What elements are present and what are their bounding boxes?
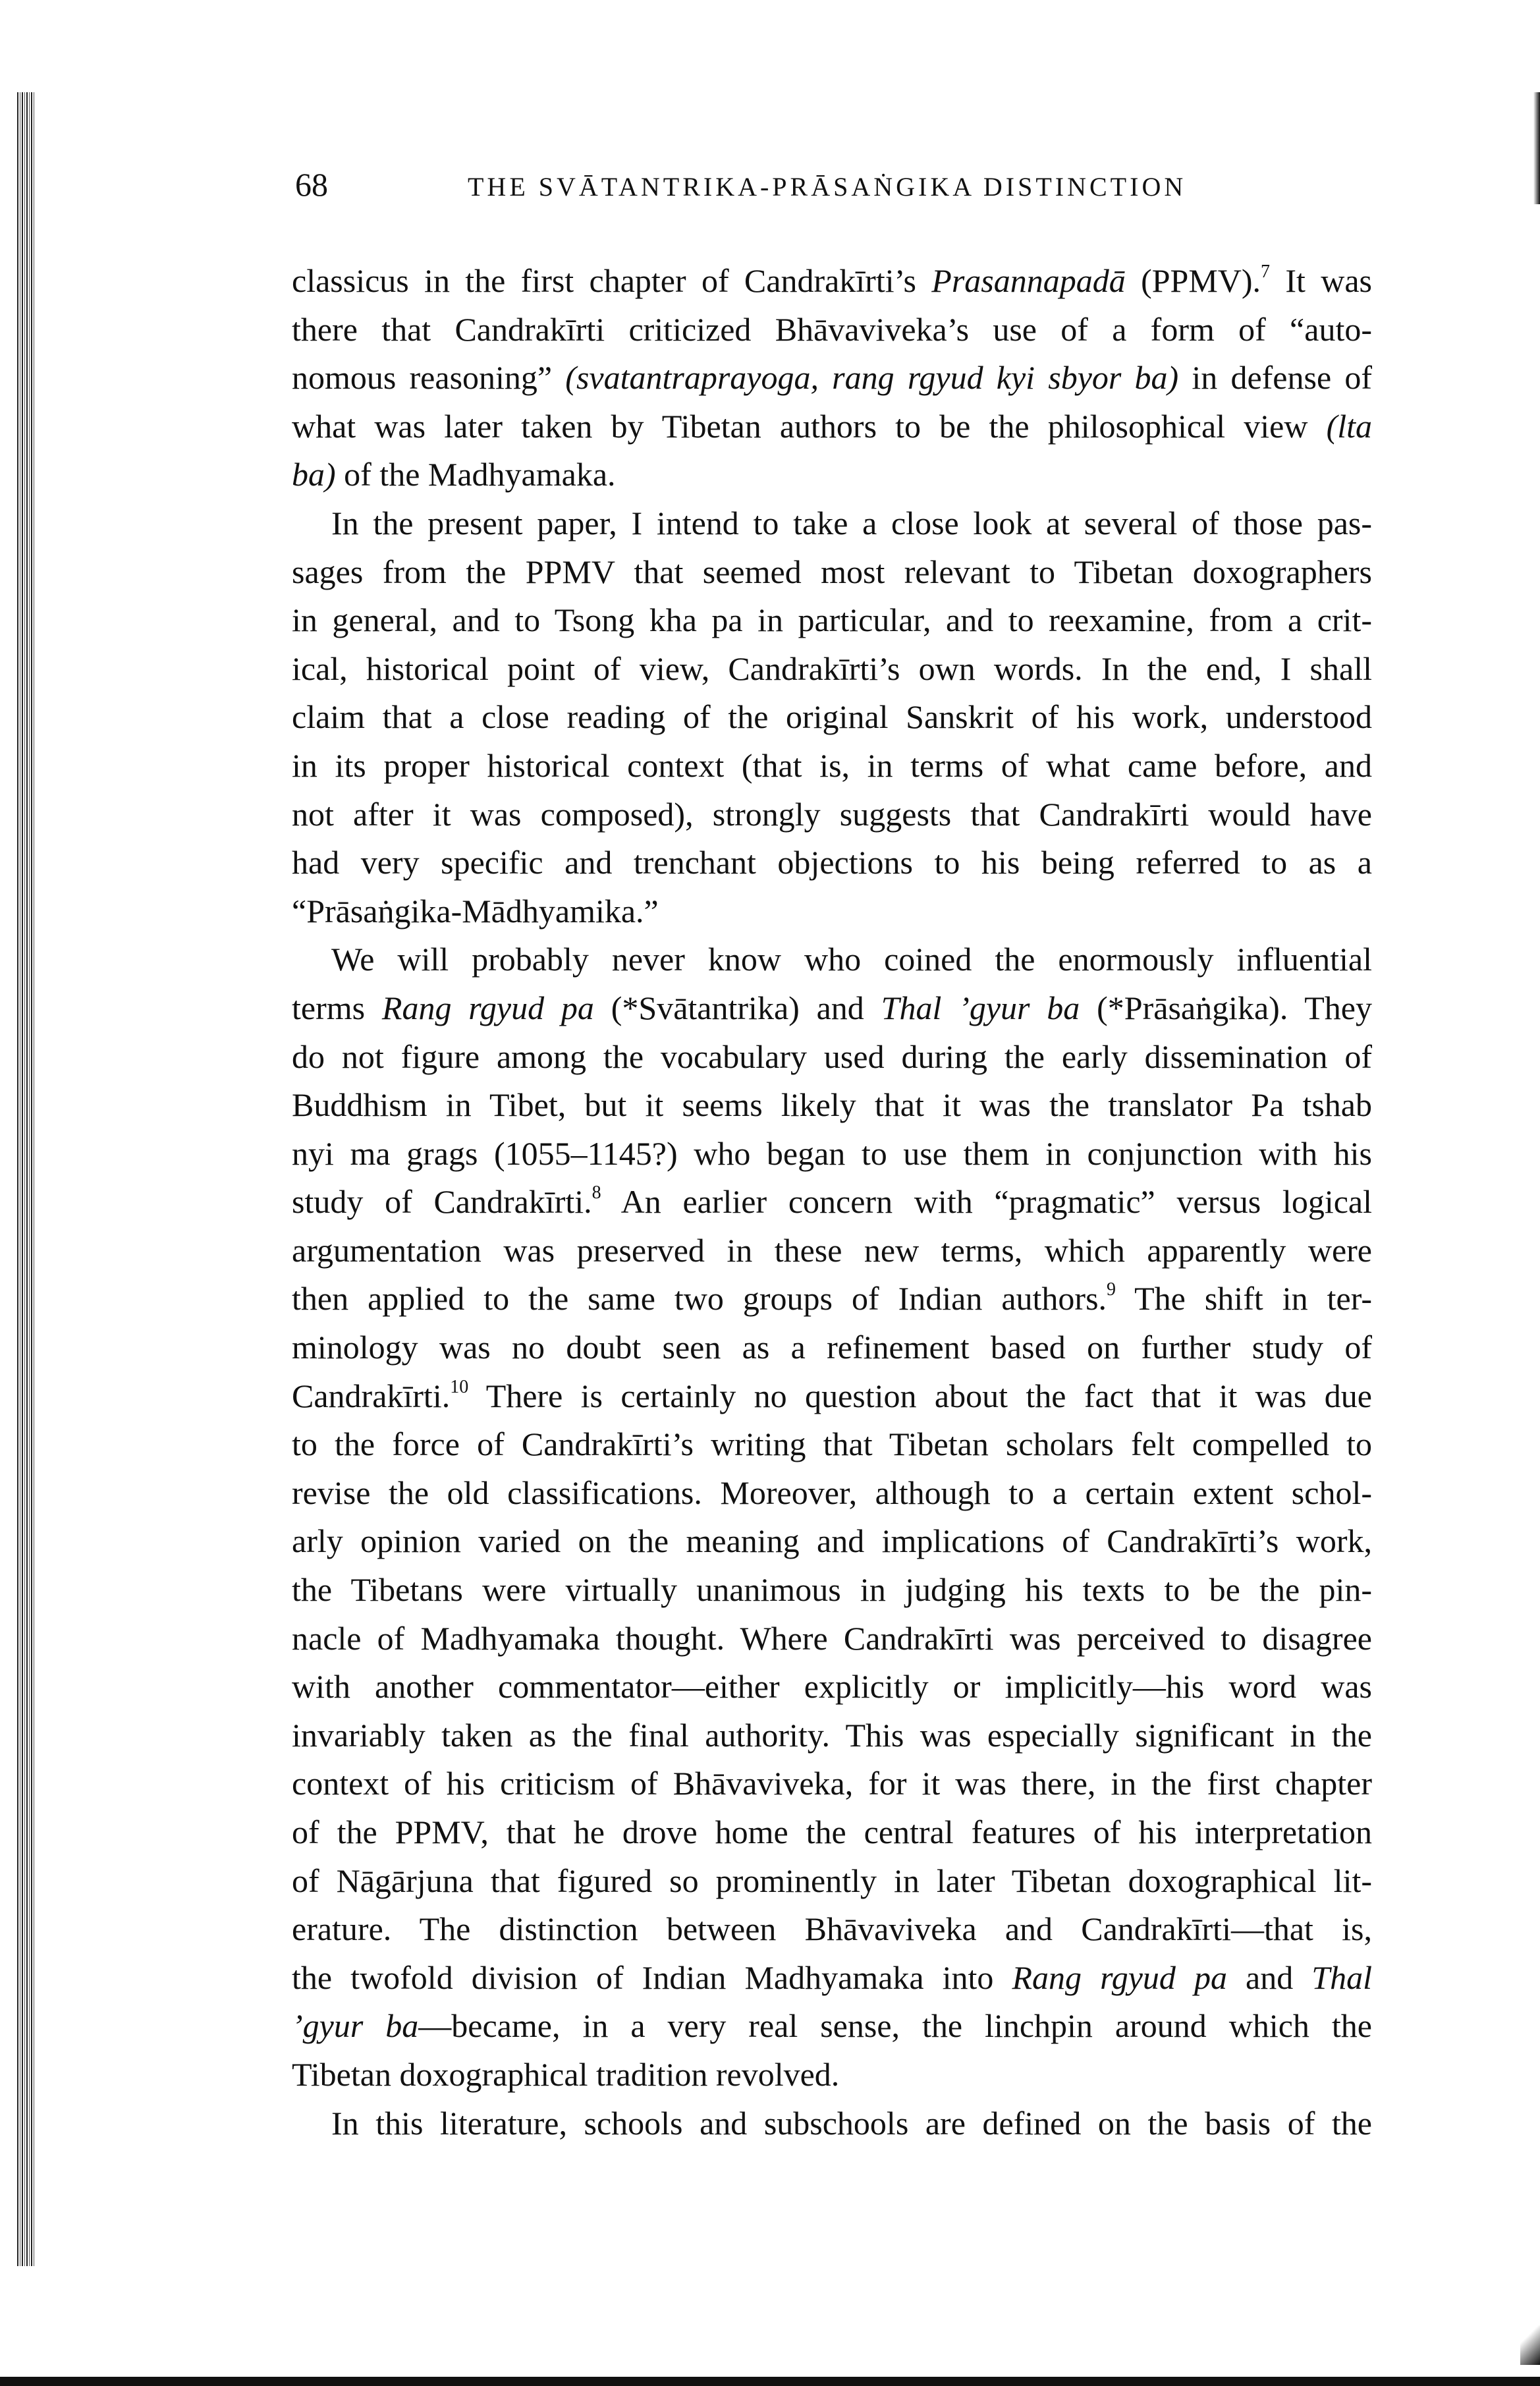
text-line: [292, 548, 1372, 597]
text-run: claim that a close reading of the original Sanskrit of his work, understood: [292, 698, 1372, 736]
text-line: [292, 257, 1372, 306]
text-line: [292, 839, 1372, 887]
text-line: [292, 887, 1372, 936]
text-run: there that Candrakīrti criticized Bhāvaviveka’s use of a form of “auto-: [292, 310, 1372, 348]
text-run: terms: [292, 989, 382, 1026]
text-run: We will probably never know who coined the enormously influential: [331, 941, 1372, 978]
text-run: (*Prāsaṅgika). They: [1080, 989, 1372, 1026]
text-run: nyi ma grags (1055–1145?) who began to use them in conjunction with his: [292, 1134, 1372, 1172]
text-line: [292, 1954, 1372, 2003]
text-run: Candrakīrti.: [292, 1377, 451, 1414]
page-edge-shadow-bottom: [1520, 2325, 1540, 2365]
text-run: what was later taken by Tibetan authors to be the philosophical view: [292, 407, 1327, 445]
paragraph: [292, 499, 1372, 935]
text-line: [292, 935, 1372, 984]
text-run: Tibetan doxographical tradition revolved.: [292, 2055, 840, 2093]
text-line: [292, 2002, 1372, 2051]
text-run: not after it was composed), strongly suggests that Candrakīrti would have: [292, 795, 1372, 833]
italic-term: Rang rgyud pa: [381, 989, 594, 1026]
text-run: (*Svātantrika) and: [593, 989, 881, 1026]
text-line: [292, 742, 1372, 791]
text-run: The shift in ter-: [1116, 1280, 1372, 1318]
text-line: [292, 1323, 1372, 1372]
text-run: in general, and to Tsong kha pa in particular, and to reexamine, from a crit-: [292, 601, 1372, 639]
italic-term: Prasannapadā: [931, 262, 1126, 299]
text-run: argumentation was preserved in these new terms, which apparently were: [292, 1231, 1372, 1269]
text-line: [292, 1275, 1372, 1323]
italic-term: (svatantraprayoga, rang rgyud kyi sbyor ba): [565, 359, 1179, 397]
text-run: and: [1226, 1958, 1312, 1996]
page-number: 68: [295, 166, 328, 203]
text-run: the Tibetans were virtually unanimous in judging his texts to be the pin-: [292, 1571, 1372, 1609]
text-line: [292, 1178, 1372, 1227]
text-line: [292, 2099, 1372, 2148]
text-line: [292, 1711, 1372, 1760]
paragraph: [292, 2099, 1372, 2148]
text-run: the twofold division of Indian Madhyamaka into: [292, 1958, 1012, 1996]
footnote-ref: 10: [450, 1376, 469, 1397]
text-line: [292, 306, 1372, 354]
text-line: [292, 1663, 1372, 1711]
text-line: [292, 1033, 1372, 1082]
text-line: [292, 1905, 1372, 1954]
text-run: ical, historical point of view, Candrakīrti’s own words. In the end, I shall: [292, 650, 1372, 687]
text-line: [292, 1081, 1372, 1130]
text-run: do not figure among the vocabulary used during the early dissemination of: [292, 1038, 1372, 1075]
text-run: context of his criticism of Bhāvaviveka, for it was there, in the first chapter: [292, 1765, 1372, 1802]
text-line: [292, 2051, 1372, 2099]
text-line: [292, 1566, 1372, 1615]
text-run: of the PPMV, that he drove home the central features of his interpretation: [292, 1814, 1372, 1850]
text-run: in its proper historical context (that is, in terms of what came before, and: [292, 746, 1372, 784]
text-line: [292, 499, 1372, 548]
italic-term: (lta: [1326, 407, 1372, 445]
text-run: sages from the PPMV that seemed most relevant to Tibetan doxographers: [292, 553, 1372, 590]
text-run: In the present paper, I intend to take a close look at several of those pas-: [331, 504, 1372, 541]
text-run: invariably taken as the final authority. This was especially significant in the: [292, 1716, 1372, 1754]
text-line: [292, 645, 1372, 694]
text-run: There is certainly no question about the fact that it was due: [468, 1377, 1372, 1414]
text-run: It was: [1270, 262, 1372, 299]
text-run: (PPMV).: [1125, 262, 1261, 299]
footnote-ref: 7: [1261, 262, 1271, 282]
text-line: [292, 451, 1372, 499]
italic-term: Thal ’gyur ba: [881, 989, 1080, 1026]
binding-shadow: [17, 92, 34, 2266]
italic-term: ba): [292, 456, 336, 493]
text-run: An earlier concern with “pragmatic” versus logical: [601, 1183, 1372, 1221]
text-run: “Prāsaṅgika-Mādhyamika.”: [292, 892, 659, 929]
text-line: [292, 1130, 1372, 1179]
text-line: [292, 1857, 1372, 1906]
text-line: [292, 791, 1372, 839]
text-line: [292, 354, 1372, 402]
text-line: [292, 693, 1372, 742]
text-line: [292, 1227, 1372, 1275]
text-run: Buddhism in Tibet, but it seems likely that it was the translator Pa tshab: [292, 1086, 1372, 1124]
text-line: [292, 1517, 1372, 1566]
footnote-ref: 8: [591, 1182, 601, 1204]
text-line: [292, 402, 1372, 451]
text-run: in defense of: [1178, 359, 1372, 397]
text-line: [292, 1808, 1372, 1857]
paragraph: [292, 935, 1372, 2099]
running-title: THE SVĀTANTRIKA-PRĀSAṄGIKA DISTINCTION: [468, 172, 1187, 202]
text-run: had very specific and trenchant objections to his being referred to as a: [292, 844, 1372, 881]
text-run: of the Madhyamaka.: [335, 456, 616, 493]
text-run: nacle of Madhyamaka thought. Where Candrakīrti was perceived to disagree: [292, 1619, 1372, 1657]
italic-term: Rang rgyud pa: [1012, 1958, 1227, 1996]
text-run: to the force of Candrakīrti’s writing that Tibetan scholars felt compelled to: [292, 1426, 1372, 1463]
footnote-ref: 9: [1107, 1279, 1116, 1300]
text-line: [292, 1372, 1372, 1421]
text-line: [292, 1615, 1372, 1663]
text-line: [292, 984, 1372, 1033]
text-run: revise the old classifications. Moreover, although to a certain extent schol-: [292, 1474, 1372, 1511]
italic-term: ’gyur ba: [292, 2007, 419, 2045]
text-run: with another commentator—either explicitly or implicitly—his word was: [292, 1668, 1372, 1706]
paragraph: [292, 257, 1372, 499]
italic-term: Thal: [1311, 1958, 1372, 1996]
text-run: then applied to the same two groups of Indian authors.: [292, 1280, 1107, 1318]
text-run: —became, in a very real sense, the linchpin around which the: [418, 2007, 1372, 2045]
text-line: [292, 596, 1372, 645]
scan-border-bottom: [0, 2377, 1540, 2386]
text-line: [292, 1420, 1372, 1469]
text-run: study of Candrakīrti.: [292, 1183, 592, 1221]
text-run: classicus in the first chapter of Candrakīrti’s: [292, 262, 932, 299]
text-run: nomous reasoning”: [292, 359, 566, 397]
running-header: [0, 165, 1540, 204]
text-run: of Nāgārjuna that figured so prominently in later Tibetan doxographical lit-: [292, 1862, 1372, 1899]
text-run: In this literature, schools and subschools are defined on the basis of the: [331, 2104, 1372, 2142]
text-run: erature. The distinction between Bhāvaviveka and Candrakīrti—that is,: [292, 1910, 1372, 1948]
text-line: [292, 1760, 1372, 1808]
text-line: [292, 1469, 1372, 1518]
body-text: [292, 257, 1372, 2148]
text-run: minology was no doubt seen as a refinement based on further study of: [292, 1329, 1372, 1366]
text-run: arly opinion varied on the meaning and implications of Candrakīrti’s work,: [292, 1522, 1372, 1560]
